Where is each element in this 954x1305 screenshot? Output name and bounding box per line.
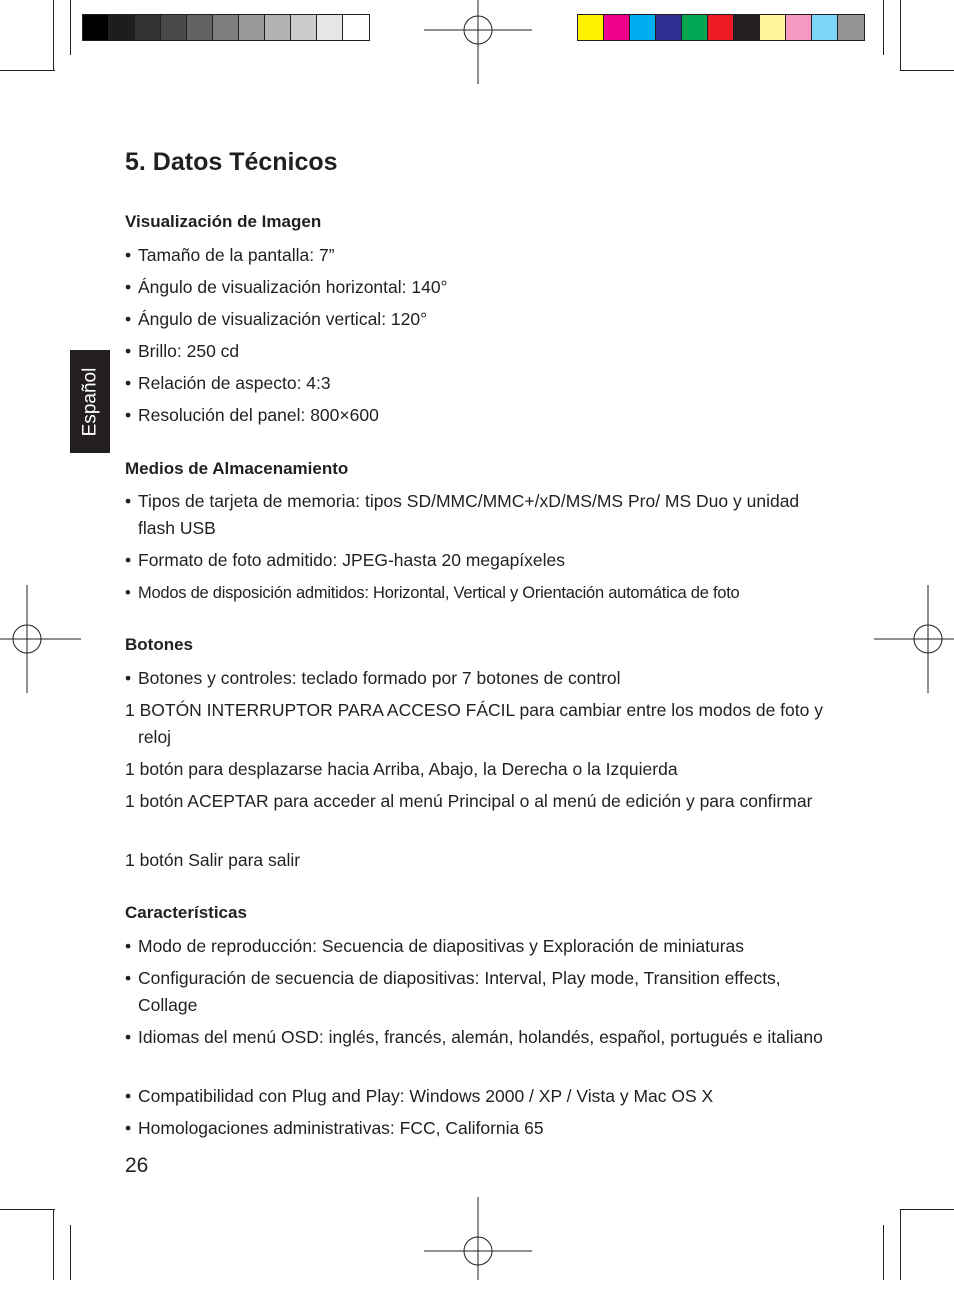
gray-swatch	[213, 15, 239, 40]
list-item	[125, 370, 825, 397]
gray-swatch	[135, 15, 161, 40]
bullet-icon: •	[125, 1086, 132, 1106]
list-item-text: Relación de aspecto: 4:3	[138, 373, 331, 393]
list-item-text: Modo de reproducción: Secuencia de diapositivas y Exploración de miniaturas	[138, 936, 745, 956]
color-swatch	[708, 15, 734, 40]
list-item-text: 1 botón Salir para salir	[125, 850, 301, 870]
list-item	[125, 1115, 825, 1142]
bullet-icon: •	[125, 584, 131, 602]
list-item	[125, 697, 825, 751]
list-item-text: Compatibilidad con Plug and Play: Windows 2000 / XP / Vista y Mac OS X	[138, 1086, 714, 1106]
bullet-icon: •	[125, 341, 132, 361]
color-swatch	[604, 15, 630, 40]
list-item	[125, 547, 825, 574]
list-item-text: Formato de foto admitido: JPEG-hasta 20 megapíxeles	[138, 550, 566, 570]
color-swatch	[760, 15, 786, 40]
gray-swatch	[265, 15, 291, 40]
list-item-text: 1 botón para desplazarse hacia Arriba, Abajo, la Derecha o la Izquierda	[125, 759, 678, 779]
bullet-icon: •	[125, 550, 132, 570]
list-item	[125, 933, 825, 960]
registration-mark-top	[424, 0, 532, 84]
gray-swatch	[317, 15, 343, 40]
registration-mark-bottom	[424, 1197, 532, 1305]
color-swatch	[630, 15, 656, 40]
list-item-text: 1 BOTÓN INTERRUPTOR PARA ACCESO FÁCIL para cambiar entre los modos de foto y reloj	[125, 700, 823, 747]
list-item-text: Modos de disposición admitidos: Horizontal, Vertical y Orientación automática de foto	[138, 584, 740, 602]
list-item	[125, 338, 825, 365]
registration-mark-left	[0, 585, 81, 693]
list-item-text: Resolución del panel: 800×600	[138, 405, 379, 425]
section-heading-storage-media: Medios de Almacenamiento	[125, 459, 349, 478]
registration-mark-right	[874, 585, 954, 693]
gray-swatch	[109, 15, 135, 40]
list-item-text: Configuración de secuencia de diapositivas: Interval, Play mode, Transition effects, Collage	[138, 968, 781, 1015]
bullet-icon: •	[125, 309, 132, 329]
bullet-icon: •	[125, 1027, 132, 1047]
list-item-text: 1 botón ACEPTAR para acceder al menú Principal o al menú de edición y para confirmar	[125, 791, 813, 811]
bullet-icon: •	[125, 668, 132, 688]
bullet-icon: •	[125, 405, 132, 425]
gray-swatch	[239, 15, 265, 40]
gray-swatch	[161, 15, 187, 40]
bullet-icon: •	[125, 277, 132, 297]
list-item	[125, 847, 825, 874]
list-item-text: Tamaño de la pantalla: 7”	[138, 245, 335, 265]
color-swatch	[656, 15, 682, 40]
bullet-icon: •	[125, 1118, 132, 1138]
list-item-text: Brillo: 250 cd	[138, 341, 240, 361]
page-title: 5. Datos Técnicos	[125, 148, 338, 176]
list-item	[125, 402, 825, 429]
bullet-icon: •	[125, 245, 132, 265]
color-swatch	[682, 15, 708, 40]
process-color-bar	[577, 14, 865, 41]
gray-swatch	[343, 15, 369, 40]
gray-swatch	[187, 15, 213, 40]
list-item-text: Ángulo de visualización vertical: 120°	[138, 309, 428, 329]
list-item	[125, 274, 825, 301]
list-item	[125, 306, 825, 333]
list-item	[125, 788, 825, 815]
language-side-tab	[70, 350, 110, 453]
section-heading-image-display: Visualización de Imagen	[125, 212, 322, 231]
list-item-text: Homologaciones administrativas: FCC, California 65	[138, 1118, 544, 1138]
section-heading-features: Características	[125, 903, 247, 922]
bullet-icon: •	[125, 968, 132, 988]
list-item-text: Tipos de tarjeta de memoria: tipos SD/MMC/MMC+/xD/MS/MS Pro/ MS Duo y unidad flash USB	[138, 491, 800, 538]
color-swatch	[578, 15, 604, 40]
color-swatch	[838, 15, 864, 40]
list-item	[125, 756, 825, 783]
bullet-icon: •	[125, 491, 132, 511]
page-number: 26	[125, 1154, 149, 1177]
list-item	[125, 488, 825, 542]
color-swatch	[786, 15, 812, 40]
list-item-text: Botones y controles: teclado formado por 7 botones de control	[138, 668, 621, 688]
language-tab-label: Español	[79, 367, 101, 436]
list-item	[125, 965, 825, 1019]
grayscale-color-bar	[82, 14, 370, 41]
list-item-text: Ángulo de visualización horizontal: 140°	[138, 277, 448, 297]
list-item	[125, 580, 825, 607]
gray-swatch	[83, 15, 109, 40]
section-heading-buttons: Botones	[125, 635, 193, 654]
list-item	[125, 1083, 825, 1110]
bullet-icon: •	[125, 936, 132, 956]
color-swatch	[734, 15, 760, 40]
color-swatch	[812, 15, 838, 40]
bullet-icon: •	[125, 373, 132, 393]
gray-swatch	[291, 15, 317, 40]
list-item	[125, 665, 825, 692]
list-item	[125, 242, 825, 269]
list-item-text: Idiomas del menú OSD: inglés, francés, alemán, holandés, español, portugués e italiano	[138, 1027, 823, 1047]
list-item	[125, 1024, 825, 1051]
